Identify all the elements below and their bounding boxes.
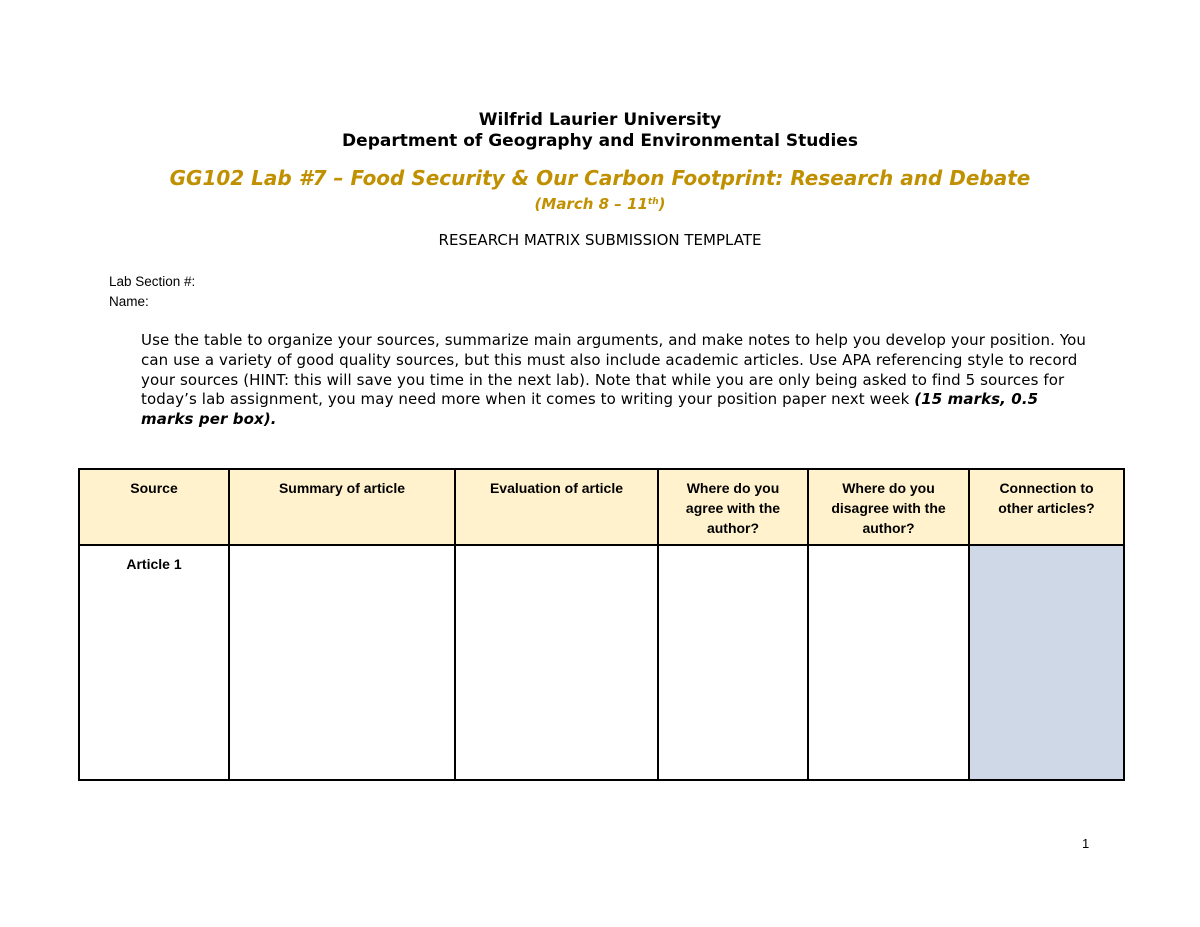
cell-evaluation[interactable]: [455, 545, 658, 780]
dates-suffix: ): [658, 195, 666, 213]
research-matrix-table: [78, 468, 1125, 781]
table-header-row: [79, 469, 1124, 545]
template-title: RESEARCH MATRIX SUBMISSION TEMPLATE: [438, 231, 762, 249]
cell-disagree[interactable]: [808, 545, 969, 780]
cell-source[interactable]: Article 1: [79, 545, 229, 780]
lab-section-label: Lab Section #:: [109, 274, 196, 289]
dates-prefix: (March 8 – 11: [534, 195, 648, 213]
header-disagree: Where do you disagree with the author?: [808, 469, 969, 545]
cell-agree[interactable]: [658, 545, 808, 780]
header-source: Source: [79, 469, 229, 545]
university-name: Wilfrid Laurier University: [478, 110, 722, 130]
cell-summary[interactable]: [229, 545, 455, 780]
department-name: Department of Geography and Environmental Studies: [342, 131, 858, 151]
instructions-marks: (15 marks, 0.5 marks per box).: [141, 390, 1039, 429]
instructions-text: Use the table to organize your sources, summarize main arguments, and make notes to help you develop your position. You can use a variety of good quality sources, but this must also include academic articles. Use APA referencing style to record your sources (HINT: this will save you time in the next lab). Note that while you are only being asked to find 5 sources for today’s lab assignment, you may need more when it comes to writing your position paper next week: [141, 331, 1087, 409]
table-row: [79, 545, 1124, 780]
lab-dates: [0, 192, 1200, 214]
name-label: Name:: [109, 294, 149, 309]
dates-superscript: th: [647, 197, 659, 207]
header-summary: Summary of article: [229, 469, 455, 545]
instructions: [141, 331, 1091, 430]
header-evaluation: Evaluation of article: [455, 469, 658, 545]
cell-connection[interactable]: [969, 545, 1124, 780]
header-connection: Connection to other articles?: [969, 469, 1124, 545]
page-number: 1: [1082, 836, 1090, 851]
header-agree: Where do you agree with the author?: [658, 469, 808, 545]
lab-title: GG102 Lab #7 – Food Security & Our Carbon Footprint: Research and Debate: [169, 166, 1031, 190]
